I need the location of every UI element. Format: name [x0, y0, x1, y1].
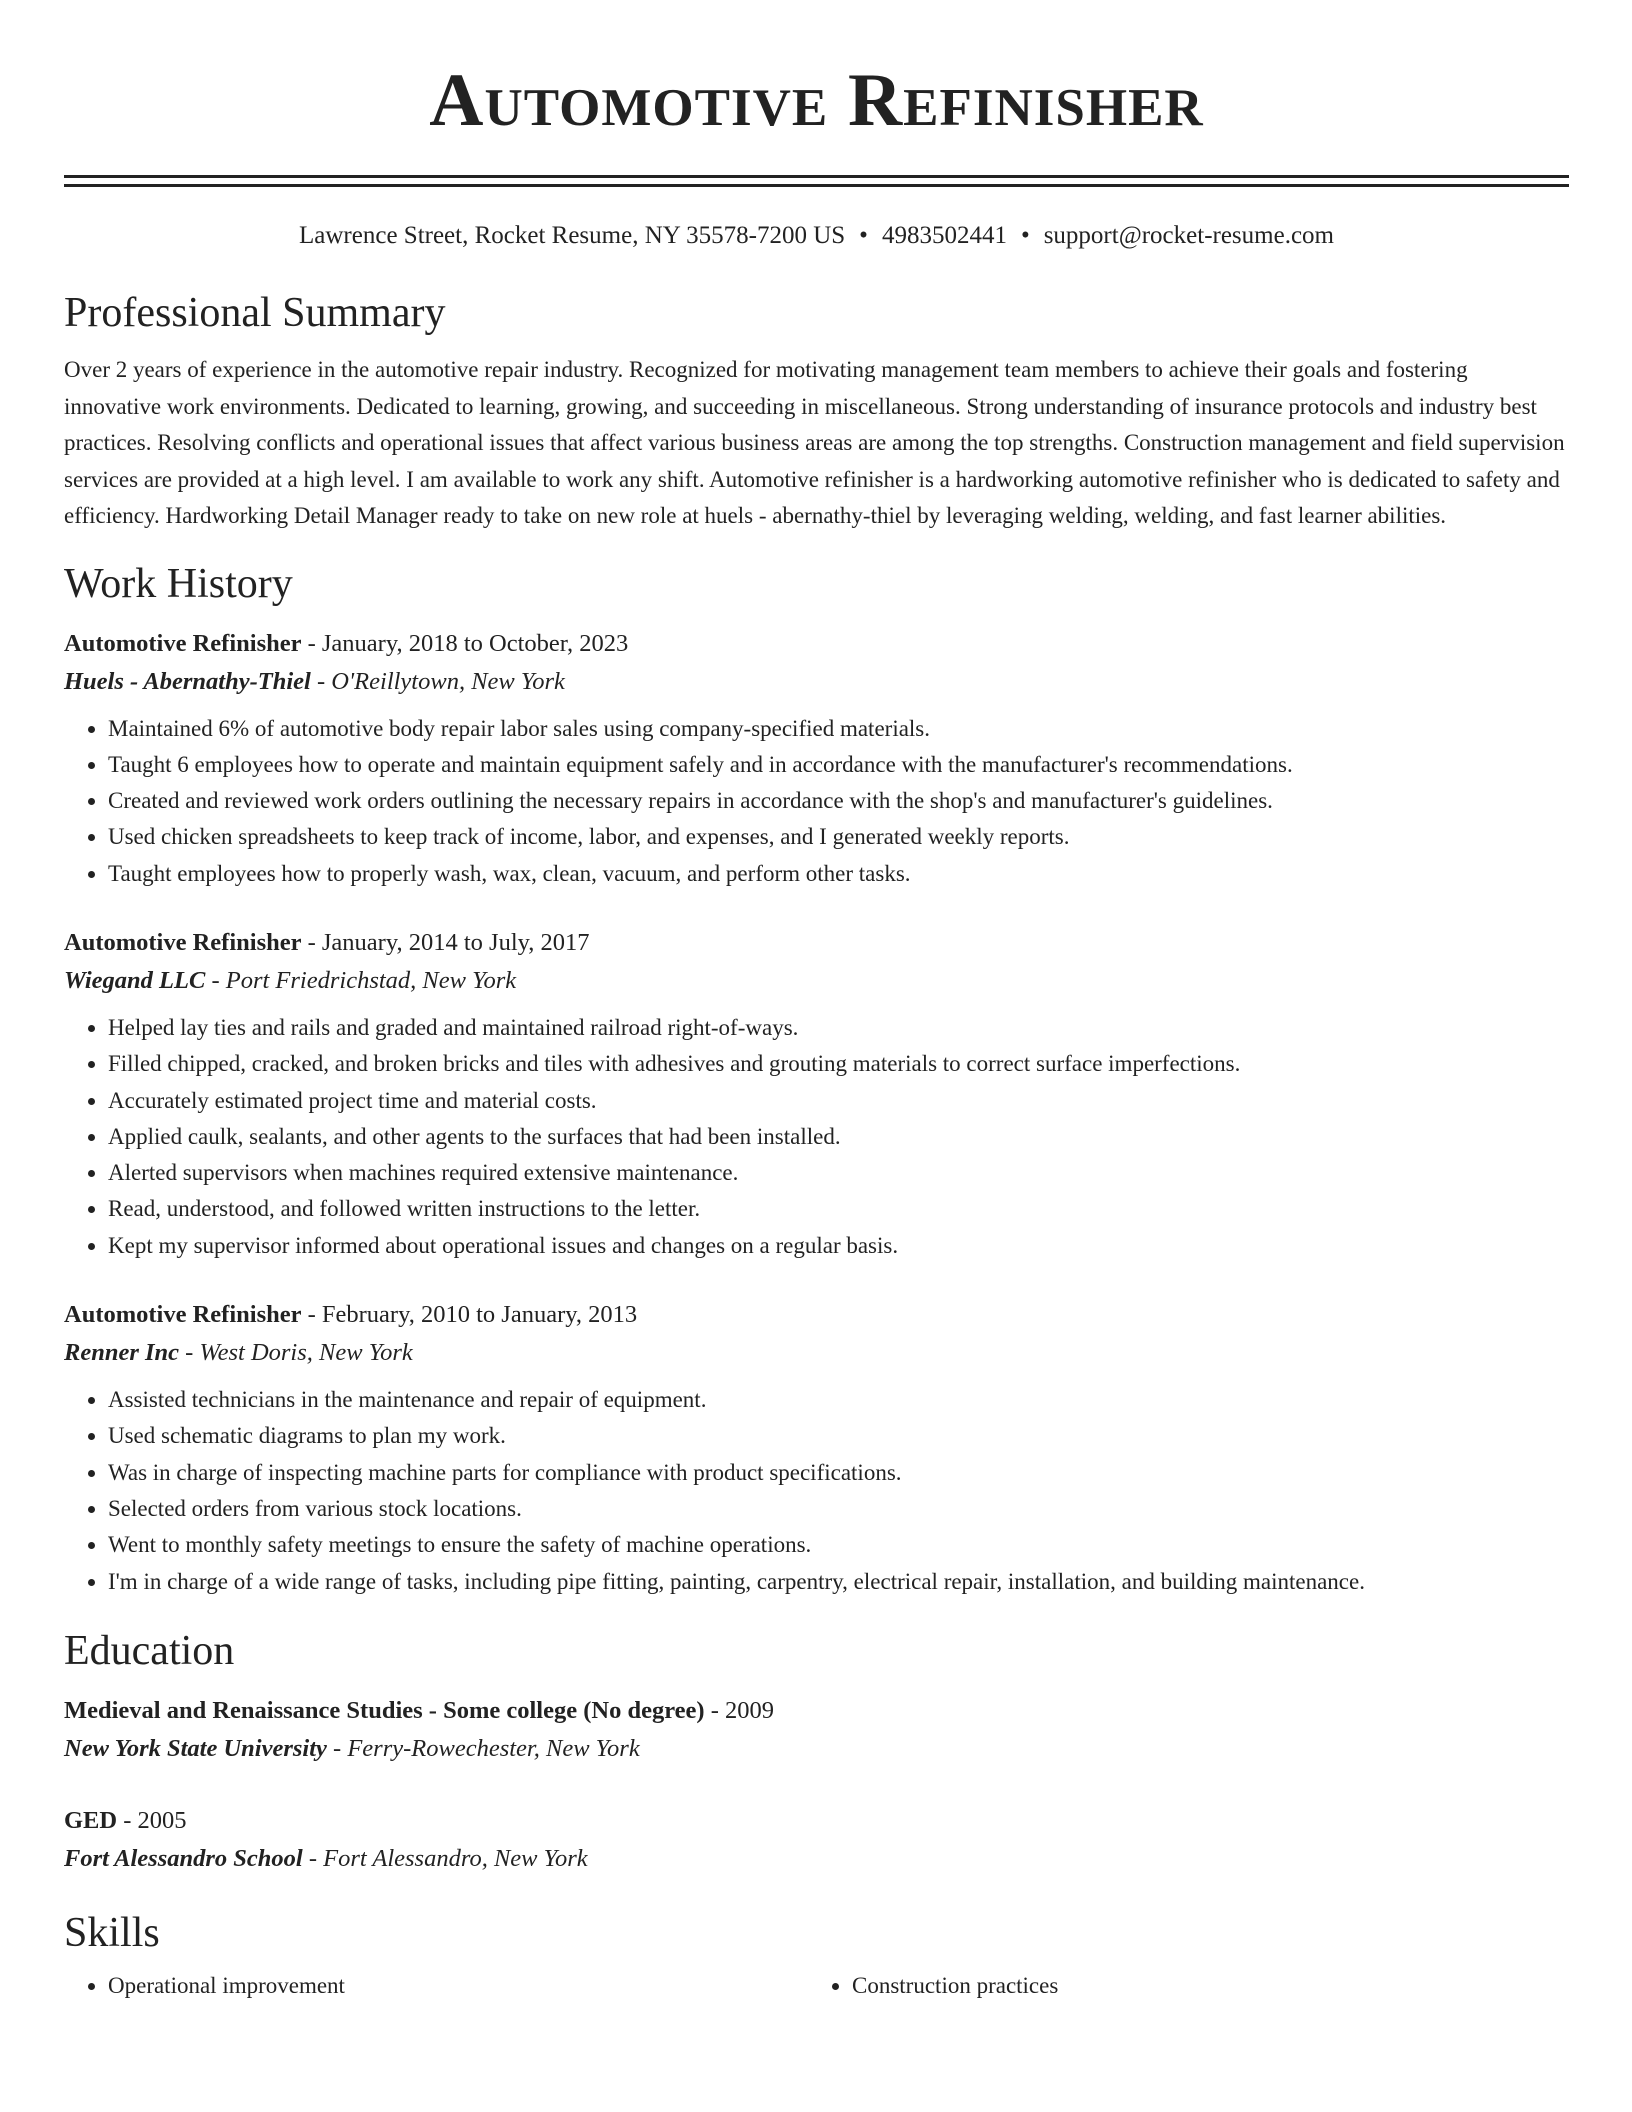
skills-list	[64, 1968, 1569, 2004]
job-location: - West Doris, New York	[179, 1339, 413, 1367]
skills-column-right	[808, 1968, 1552, 2004]
education-location: - Fort Alessandro, New York	[302, 1844, 588, 1872]
job-entry	[64, 1296, 1569, 1600]
job-entry	[64, 924, 1569, 1264]
header-rule-top	[64, 175, 1569, 178]
job-location: - O'Reillytown, New York	[310, 667, 565, 695]
duty-item: • Assisted technicians in the maintenance and repair of equipment.	[108, 1382, 1569, 1418]
duty-item: • Selected orders from various stock locations.	[108, 1491, 1569, 1527]
skills-column-left	[64, 1968, 808, 2004]
education-year: - 2009	[704, 1696, 774, 1724]
job-dates: - February, 2010 to January, 2013	[301, 1301, 638, 1329]
education-degree: Medieval and Renaissance Studies - Some college (No degree)	[64, 1696, 705, 1724]
summary-text: Over 2 years of experience in the automotive repair industry. Recognized for motivating management team members to achieve their goals and fostering innovative work environments. Dedicated to learning, growing, and succeeding in miscellaneous. Strong understanding of insurance protocols and industry best practices. Resolving conflicts and operational issues that affect various business areas are among the top strengths. Construction management and field supervision services are provided at a high level. I am available to work any shift. Automotive refinisher is a hardworking automotive refinisher who is dedicated to safety and efficiency. Hardworking Detail Manager ready to take on new role at huels - abernathy-thiel by leveraging welding, welding, and fast learner abilities.	[64, 357, 1565, 528]
duty-item: • Accurately estimated project time and material costs.	[108, 1083, 1569, 1119]
education-entry	[64, 1692, 1569, 1768]
contact-email: support@rocket-resume.com	[1043, 222, 1334, 249]
education-location: - Ferry-Rowechester, New York	[326, 1734, 640, 1762]
contact-line	[64, 220, 1569, 252]
skill-item: • Construction practices	[852, 1968, 1552, 2004]
duty-item: • I'm in charge of a wide range of tasks, including pipe fitting, painting, carpentry, electrical repair, installation, and building maintenance.	[108, 1564, 1569, 1600]
education-entry	[64, 1802, 1569, 1878]
job-dates: - January, 2014 to July, 2017	[301, 928, 590, 956]
duty-item: • Taught 6 employees how to operate and maintain equipment safely and in accordance with the manufacturer's recommendations.	[108, 747, 1569, 783]
education-year: - 2005	[117, 1806, 187, 1834]
job-company: Huels - Abernathy-Thiel	[64, 667, 311, 695]
duty-item: • Maintained 6% of automotive body repair labor sales using company-specified materials.	[108, 711, 1569, 747]
duty-item: • Kept my supervisor informed about operational issues and changes on a regular basis.	[108, 1228, 1569, 1264]
skills-heading: Skills	[64, 1909, 160, 1956]
contact-phone: 4983502441	[881, 222, 1007, 249]
contact-separator: •	[859, 222, 868, 249]
education-school: New York State University	[64, 1734, 327, 1762]
contact-separator: •	[1020, 222, 1030, 249]
duty-item: • Filled chipped, cracked, and broken bricks and tiles with adhesives and grouting materials to correct surface imperfections.	[108, 1046, 1569, 1082]
duty-item: • Went to monthly safety meetings to ensure the safety of machine operations.	[108, 1527, 1569, 1563]
work-history-heading: Work History	[64, 560, 293, 607]
duty-item: • Alerted supervisors when machines required extensive maintenance.	[108, 1155, 1569, 1191]
duty-item: • Created and reviewed work orders outlining the necessary repairs in accordance with the shop's and manufacturer's guidelines.	[108, 783, 1569, 819]
duty-item: • Used schematic diagrams to plan my work.	[108, 1418, 1569, 1454]
duty-item: • Applied caulk, sealants, and other agents to the surfaces that had been installed.	[108, 1119, 1569, 1155]
duty-item: • Used chicken spreadsheets to keep track of income, labor, and expenses, and I generated weekly reports.	[108, 819, 1569, 855]
duty-item: • Read, understood, and followed written instructions to the letter.	[108, 1191, 1569, 1227]
duty-item: • Helped lay ties and rails and graded and maintained railroad right-of-ways.	[108, 1010, 1569, 1046]
job-duties	[64, 1382, 1569, 1600]
skill-item: • Operational improvement	[108, 1968, 808, 2004]
job-duties	[64, 1010, 1569, 1264]
job-location: - Port Friedrichstad, New York	[205, 966, 517, 994]
duty-item: • Taught employees how to properly wash, wax, clean, vacuum, and perform other tasks.	[108, 856, 1569, 892]
education-degree: GED	[64, 1806, 118, 1834]
education-heading: Education	[64, 1627, 235, 1674]
job-title: Automotive Refinisher	[64, 1301, 302, 1329]
job-duties	[64, 711, 1569, 892]
job-title: Automotive Refinisher	[64, 629, 302, 657]
job-company: Renner Inc	[64, 1339, 180, 1367]
job-company: Wiegand LLC	[64, 966, 206, 994]
duty-item: • Was in charge of inspecting machine parts for compliance with product specifications.	[108, 1455, 1569, 1491]
candidate-name: Automotive Refinisher	[429, 59, 1204, 142]
job-entry	[64, 625, 1569, 892]
job-dates: - January, 2018 to October, 2023	[301, 629, 629, 657]
summary-heading: Professional Summary	[64, 290, 446, 336]
job-title: Automotive Refinisher	[64, 928, 302, 956]
education-school: Fort Alessandro School	[64, 1844, 303, 1872]
contact-address: Lawrence Street, Rocket Resume, NY 35578-7200 US	[299, 222, 846, 249]
header-rule-bottom	[64, 184, 1569, 187]
